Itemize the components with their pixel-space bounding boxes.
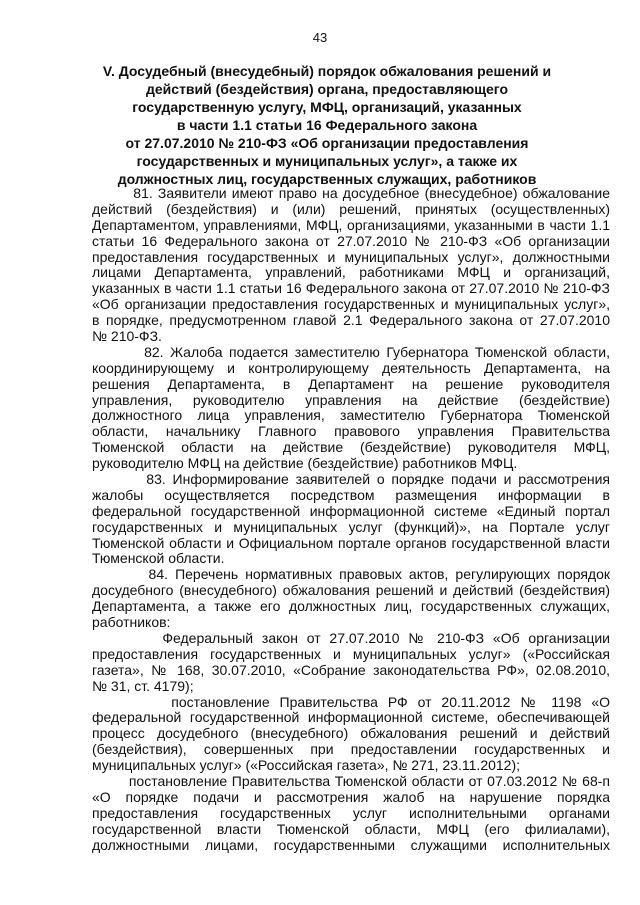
text-line: процесс досудебного (внесудебного) обжалования решений и действий bbox=[92, 725, 610, 742]
heading-line: в части 1.1 статьи 16 Федерального закона bbox=[176, 117, 478, 133]
heading-line: V. Досудебный (внесудебный) порядок обжалования решений и bbox=[102, 63, 552, 79]
text-line: «О порядке подачи и рассмотрения жалоб на нарушение порядка bbox=[92, 788, 610, 805]
text-line: предоставления государственных и муниципальных услуг», должностными bbox=[92, 248, 610, 265]
text-line: жалобы осуществляется посредством размещения информации в bbox=[92, 486, 610, 503]
text-line: постановление Правительства РФ от 20.11.2012 № 1198 «О bbox=[92, 693, 610, 710]
text-line: «Об организации предоставления государственных и муниципальных услуг», bbox=[92, 296, 610, 313]
heading-line: государственную услугу, МФЦ, организаций, указанных bbox=[132, 99, 522, 115]
heading-line: должностных лиц, государственных служащих, работников bbox=[117, 171, 537, 187]
text-line: федеральной государственной информационной системе, обеспечивающей bbox=[92, 709, 610, 726]
text-line: предоставления государственных услуг исполнительными органами bbox=[92, 804, 610, 821]
text-line: Департамента, а также его должностных лиц, государственных служащих, bbox=[92, 598, 610, 615]
text-line: Тюменской области на действие (бездействие) руководителя МФЦ, bbox=[92, 439, 610, 456]
text-line: должностного лица управления, заместителю Губернатора Тюменской bbox=[92, 407, 610, 424]
text-line: статьи 16 Федерального закона от 27.07.2010 № 210-ФЗ «Об организации bbox=[92, 232, 610, 249]
text-line: 81. Заявители имеют право на досудебное (внесудебное) обжалование bbox=[92, 185, 610, 201]
text-line: координирующему и контролирующему деятельность Департамента, на bbox=[92, 359, 610, 376]
heading-line: от 27.07.2010 № 210-ФЗ «Об организации предоставления bbox=[125, 135, 529, 151]
text-line: государственных и муниципальных услуг (функций)», на Портале услуг bbox=[92, 518, 610, 535]
text-line: Тюменской области. bbox=[92, 550, 225, 567]
text-line: лицами Департамента, управлений, работниками МФЦ и организаций, bbox=[92, 264, 610, 281]
heading-line: действий (бездействия) органа, предоставляющего bbox=[146, 81, 508, 97]
text-line: федеральной государственной информационной системе «Единый портал bbox=[92, 502, 610, 519]
text-line: Тюменской области и Официальном портале органов государственной власти bbox=[92, 534, 610, 551]
text-line: государственной власти Тюменской области, МФЦ (его филиалами), bbox=[92, 820, 610, 837]
text-line: указанных в части 1.1 статьи 16 Федерального закона от 27.07.2010 № 210-ФЗ bbox=[92, 280, 610, 297]
text-line: Департаментом, управлениями, МФЦ, организациями, указанными в части 1.1 bbox=[92, 216, 610, 233]
text-line: досудебного (внесудебного) обжалования решений и действий (бездействия) bbox=[92, 582, 610, 599]
text-line: решения Департамента, в Департамент на решение руководителя bbox=[92, 375, 610, 392]
text-line: газета», № 168, 30.07.2010, «Собрание законодательства РФ», 02.08.2010, bbox=[92, 661, 610, 678]
text-line: управления, руководителю управления на действие (бездействие) bbox=[92, 391, 610, 408]
text-line: в порядке, предусмотренном главой 2.1 Федерального закона от 27.07.2010 bbox=[92, 312, 610, 329]
text-line: постановление Правительства Тюменской области от 07.03.2012 № 68-п bbox=[92, 772, 610, 789]
body-text bbox=[92, 186, 610, 853]
text-line: муниципальных услуг» («Российская газета», № 271, 23.11.2012); bbox=[92, 757, 521, 774]
text-line: действий (бездействия) и (или) решений, принятых (осуществленных) bbox=[92, 200, 610, 217]
text-line: предоставления государственных и муниципальных услуг» («Российская bbox=[92, 645, 610, 662]
heading-line: государственных и муниципальных услуг», а также их bbox=[136, 153, 518, 169]
text-line: Федеральный закон от 27.07.2010 № 210-ФЗ «Об организации bbox=[92, 629, 610, 646]
text-line: (бездействия), совершенных при предоставлении государственных и bbox=[92, 741, 610, 758]
text-line: 83. Информирование заявителей о порядке подачи и рассмотрения bbox=[92, 471, 610, 488]
section-heading bbox=[92, 62, 562, 188]
text-line: № 210-ФЗ. bbox=[92, 328, 162, 345]
page-number: 43 bbox=[312, 30, 328, 45]
text-line: № 31, ст. 4179); bbox=[92, 677, 194, 694]
text-line: руководителю МФЦ на действие (бездействие) работников МФЦ. bbox=[92, 455, 518, 472]
text-line: работников: bbox=[92, 614, 171, 631]
text-line: должностными лицами, государственными служащими исполнительных bbox=[92, 836, 610, 853]
text-line: 84. Перечень нормативных правовых актов, регулирующих порядок bbox=[92, 566, 610, 583]
text-line: области, начальнику Главного правового управления Правительства bbox=[92, 423, 610, 440]
text-line: 82. Жалоба подается заместителю Губернатора Тюменской области, bbox=[92, 343, 610, 360]
